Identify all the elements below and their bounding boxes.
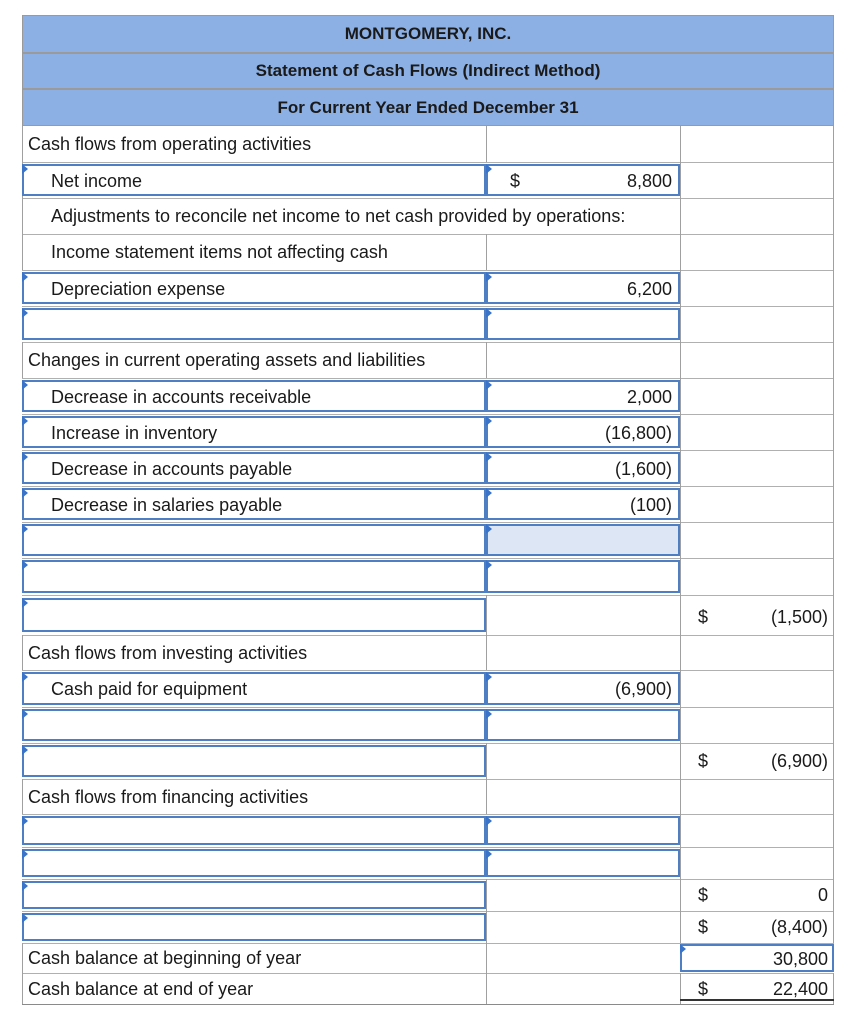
depreciation-label: Depreciation expense xyxy=(51,279,226,299)
investing-title-row xyxy=(22,635,834,670)
equipment-row xyxy=(22,670,834,707)
blank-amount-input[interactable] xyxy=(486,849,680,877)
blank-amount-input[interactable] xyxy=(486,524,680,556)
financing-title: Cash flows from financing activities xyxy=(28,787,309,807)
blank-financing-row xyxy=(22,814,834,847)
net-change-label-input[interactable] xyxy=(22,913,486,941)
change-amount-input[interactable] xyxy=(486,452,680,484)
blank-label-input[interactable] xyxy=(22,308,486,340)
blank-amount-input[interactable] xyxy=(486,560,680,593)
company-name: MONTGOMERY, INC. xyxy=(22,15,834,53)
change-value: (100) xyxy=(629,495,672,515)
blank-label-input[interactable] xyxy=(22,524,486,556)
cash-flow-statement xyxy=(22,15,834,1005)
depreciation-label-input[interactable] xyxy=(22,272,486,304)
blank-change-row xyxy=(22,522,834,558)
change-label-input[interactable] xyxy=(22,452,486,484)
equipment-value: (6,900) xyxy=(614,679,672,699)
depreciation-value: 6,200 xyxy=(626,279,672,299)
noncash-label: Income statement items not affecting cash xyxy=(51,242,388,262)
financing-total-value: 0 xyxy=(817,885,828,905)
net-change-value: (8,400) xyxy=(770,917,828,937)
change-row xyxy=(22,450,834,486)
beginning-balance-label: Cash balance at beginning of year xyxy=(28,948,302,968)
adjustments-label: Adjustments to reconcile net income to net cash provided by operations: xyxy=(51,206,626,226)
adjustments-row xyxy=(22,198,834,234)
depreciation-amount-input[interactable] xyxy=(486,272,680,304)
beginning-balance-row xyxy=(22,943,834,973)
net-income-label: Net income xyxy=(51,171,143,191)
change-label-input[interactable] xyxy=(22,416,486,448)
operating-total-value: (1,500) xyxy=(770,607,828,627)
operating-total-label-input[interactable] xyxy=(22,598,486,632)
blank-investing-row xyxy=(22,707,834,743)
blank-adjustment-row xyxy=(22,306,834,342)
change-amount-input[interactable] xyxy=(486,488,680,520)
beginning-balance-input[interactable] xyxy=(680,944,834,972)
blank-label-input[interactable] xyxy=(22,709,486,741)
equipment-label-input[interactable] xyxy=(22,672,486,705)
investing-title: Cash flows from investing activities xyxy=(28,643,308,663)
ending-balance-label: Cash balance at end of year xyxy=(28,979,254,999)
beginning-balance-value: 30,800 xyxy=(772,949,828,969)
net-income-row xyxy=(22,162,834,198)
dollar-sign: $ xyxy=(698,607,709,627)
change-label: Decrease in salaries payable xyxy=(51,495,283,515)
blank-amount-input[interactable] xyxy=(486,709,680,741)
change-amount-input[interactable] xyxy=(486,380,680,412)
investing-total-label-input[interactable] xyxy=(22,745,486,777)
investing-total-row xyxy=(22,743,834,779)
financing-total-label-input[interactable] xyxy=(22,881,486,909)
blank-amount-input[interactable] xyxy=(486,308,680,340)
blank-label-input[interactable] xyxy=(22,816,486,845)
operating-title-row xyxy=(22,126,834,162)
financing-total-row xyxy=(22,879,834,911)
double-underline xyxy=(680,999,834,1001)
change-value: 2,000 xyxy=(626,387,672,407)
net-income-label-input[interactable] xyxy=(22,164,486,196)
statement-period: For Current Year Ended December 31 xyxy=(22,89,834,126)
operating-total-row xyxy=(22,595,834,635)
change-label: Decrease in accounts receivable xyxy=(51,387,312,407)
change-label: Decrease in accounts payable xyxy=(51,459,293,479)
statement-title: Statement of Cash Flows (Indirect Method) xyxy=(22,53,834,89)
change-row xyxy=(22,486,834,522)
financing-title-row xyxy=(22,779,834,814)
change-value: (1,600) xyxy=(614,459,672,479)
blank-financing-row xyxy=(22,847,834,879)
changes-title: Changes in current operating assets and liabilities xyxy=(28,350,426,370)
operating-title: Cash flows from operating activities xyxy=(28,134,312,154)
investing-total-value: (6,900) xyxy=(770,751,828,771)
noncash-row xyxy=(22,234,834,270)
blank-label-input[interactable] xyxy=(22,849,486,877)
dollar-sign: $ xyxy=(510,171,521,191)
net-income-value: 8,800 xyxy=(626,171,672,191)
change-label-input[interactable] xyxy=(22,488,486,520)
changes-title-row xyxy=(22,342,834,378)
depreciation-row xyxy=(22,270,834,306)
change-label-input[interactable] xyxy=(22,380,486,412)
net-income-amount-input[interactable] xyxy=(486,164,680,196)
dollar-sign: $ xyxy=(698,917,709,937)
ending-balance-value: 22,400 xyxy=(772,979,828,999)
change-row xyxy=(22,414,834,450)
change-amount-input[interactable] xyxy=(486,416,680,448)
equipment-label: Cash paid for equipment xyxy=(51,679,248,699)
dollar-sign: $ xyxy=(698,751,709,771)
change-row xyxy=(22,378,834,414)
blank-change-row xyxy=(22,558,834,595)
change-label: Increase in inventory xyxy=(51,423,218,443)
change-value: (16,800) xyxy=(604,423,672,443)
dollar-sign: $ xyxy=(698,885,709,905)
equipment-amount-input[interactable] xyxy=(486,672,680,705)
blank-amount-input[interactable] xyxy=(486,816,680,845)
blank-label-input[interactable] xyxy=(22,560,486,593)
net-change-row xyxy=(22,911,834,943)
dollar-sign: $ xyxy=(698,979,709,999)
